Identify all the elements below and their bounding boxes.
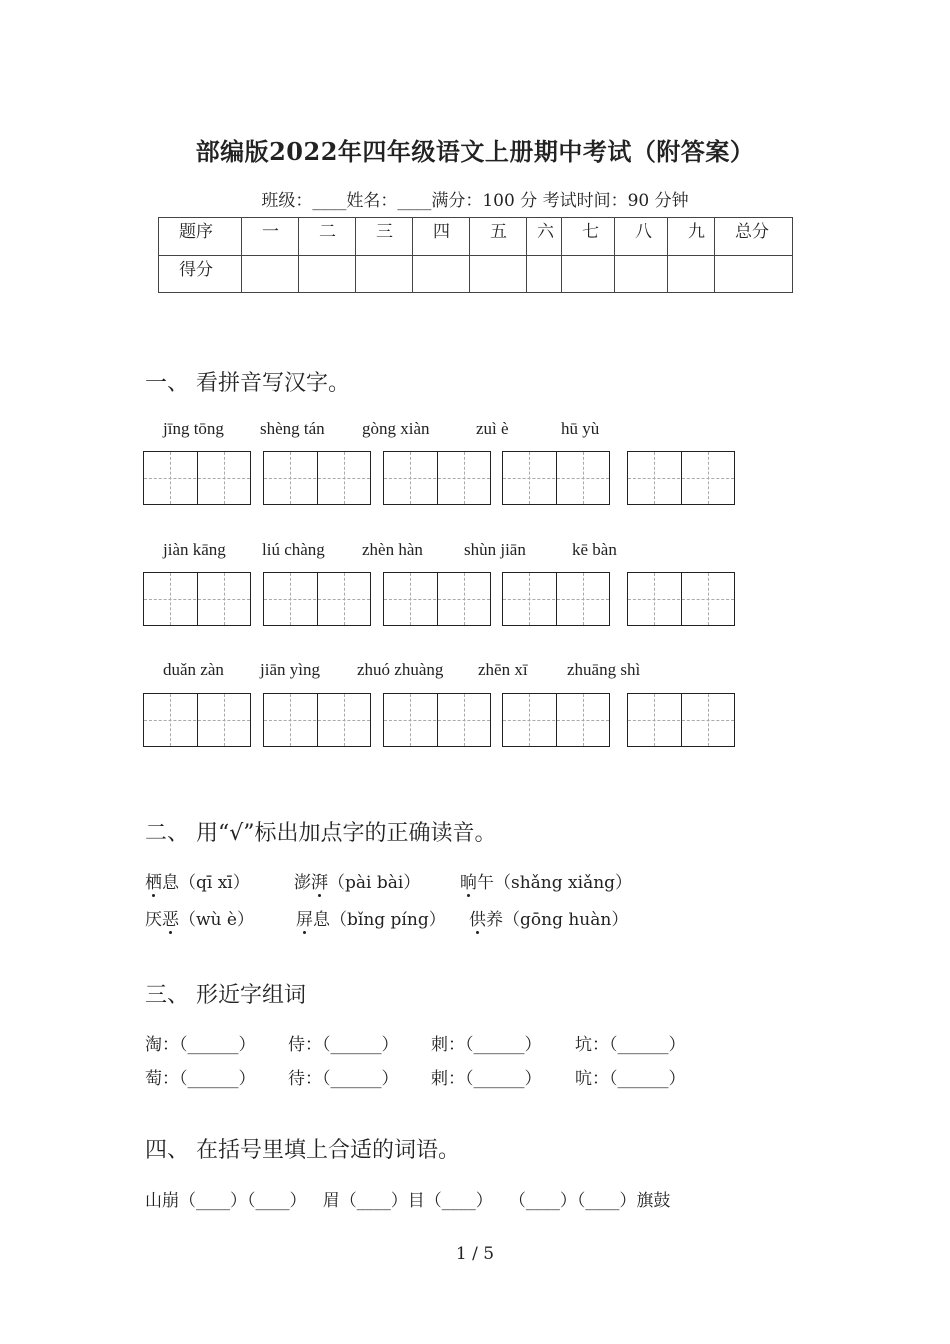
writing-grid[interactable] [502,451,610,505]
section2-heading: 二、 用“√”标出加点字的正确读音。 [145,821,497,846]
score-cell[interactable] [715,255,793,293]
exam-info: 班级：____姓名：____满分：100 分 考试时间：90 分钟 [261,191,689,211]
pinyin-label: duǎn zàn [163,660,224,679]
word-blank[interactable]: 剌：（______） [431,1069,542,1089]
pinyin-label: jīng tōng [163,419,224,438]
writing-grid[interactable] [143,451,251,505]
word-blank[interactable]: 萄：（______） [145,1069,256,1089]
pronunciation-options: （wù è） [179,910,254,930]
writing-grid[interactable] [143,572,251,626]
score-table-cell: 七 [562,218,615,256]
pronunciation-item[interactable] [460,868,632,893]
score-cell[interactable] [242,255,299,293]
score-table-cell: 题序 [159,218,242,256]
writing-grid[interactable] [502,572,610,626]
section3-heading: 三、 形近字组词 [145,983,306,1008]
writing-grid[interactable] [143,693,251,747]
plain-char: 厌 [145,910,162,930]
writing-grid[interactable] [627,451,735,505]
word-blank[interactable]: 吭：（______） [575,1069,686,1089]
writing-grid[interactable] [383,451,491,505]
dotted-char: 恶 [162,910,179,930]
score-table-cell: 九 [668,218,715,256]
section4-heading: 四、 在括号里填上合适的词语。 [145,1138,460,1163]
pinyin-label: zhēn xī [478,660,528,679]
score-cell[interactable] [299,255,356,293]
score-cell[interactable] [668,255,715,293]
dotted-char: 屏 [296,910,313,930]
writing-grid[interactable] [383,572,491,626]
dotted-char: 晌 [460,873,477,893]
writing-grid[interactable] [627,693,735,747]
score-cell[interactable] [615,255,668,293]
pronunciation-item[interactable] [145,905,254,930]
pronunciation-options: （pài bài） [328,873,421,893]
pinyin-label: jiàn kāng [163,540,226,559]
score-table-cell: 一 [242,218,299,256]
pinyin-label: zuì è [476,419,509,438]
word-blank[interactable]: 淘：（______） [145,1035,256,1055]
pronunciation-options: 养（gōng huàn） [486,910,629,930]
writing-grid[interactable] [263,451,371,505]
section1-heading: 一、 看拼音写汉字。 [145,371,350,396]
score-cell[interactable] [527,255,562,293]
score-table-cell: 五 [470,218,527,256]
score-table-cell: 二 [299,218,356,256]
score-table-cell: 三 [356,218,413,256]
pronunciation-item[interactable] [469,905,628,930]
score-table-cell: 得分 [159,255,242,293]
pinyin-label: liú chàng [262,540,325,559]
word-blank[interactable]: 坑：（______） [575,1035,686,1055]
pinyin-label: jiān yìng [260,660,320,679]
pronunciation-item[interactable] [296,905,446,930]
pronunciation-options: 息（bǐng píng） [313,910,446,930]
pronunciation-item[interactable] [294,868,420,893]
writing-grid[interactable] [383,693,491,747]
writing-grid[interactable] [263,693,371,747]
word-blank[interactable]: 待：（______） [288,1069,399,1089]
dotted-char: 湃 [311,873,328,893]
word-blank[interactable]: 刺：（______） [431,1035,542,1055]
score-cell[interactable] [470,255,527,293]
pronunciation-options: 午（shǎng xiǎng） [477,873,633,893]
pronunciation-item[interactable] [145,868,250,893]
writing-grid[interactable] [263,572,371,626]
dotted-char: 供 [469,910,486,930]
word-blank[interactable]: 侍：（______） [288,1035,399,1055]
writing-grid[interactable] [627,572,735,626]
pinyin-label: shùn jiān [464,540,526,559]
score-table [158,217,793,293]
page-title: 部编版2022年四年级语文上册期中考试（附答案） [195,137,755,166]
score-cell[interactable] [562,255,615,293]
score-table-cell: 四 [413,218,470,256]
idiom-blanks[interactable]: 山崩（____）（____） 眉（____）目（____） （____）（____）旗鼓 [145,1191,671,1211]
score-table-cell: 八 [615,218,668,256]
pinyin-label: shèng tán [260,419,325,438]
page-number: 1 / 5 [455,1244,495,1264]
plain-char: 澎 [294,873,311,893]
pronunciation-options: 息（qī xī） [162,873,250,893]
pinyin-label: hū yù [561,419,600,438]
pinyin-label: zhuāng shì [567,660,641,679]
score-table-cell: 六 [527,218,562,256]
score-cell[interactable] [356,255,413,293]
pinyin-label: zhuó zhuàng [357,660,444,679]
writing-grid[interactable] [502,693,610,747]
score-table-header-row [159,218,793,256]
pinyin-label: gòng xiàn [362,419,430,438]
dotted-char: 栖 [145,873,162,893]
score-cell[interactable] [413,255,470,293]
score-table-score-row [159,255,793,293]
pinyin-label: zhèn hàn [362,540,423,559]
score-table-cell: 总分 [715,218,793,256]
pinyin-label: kē bàn [572,540,617,559]
